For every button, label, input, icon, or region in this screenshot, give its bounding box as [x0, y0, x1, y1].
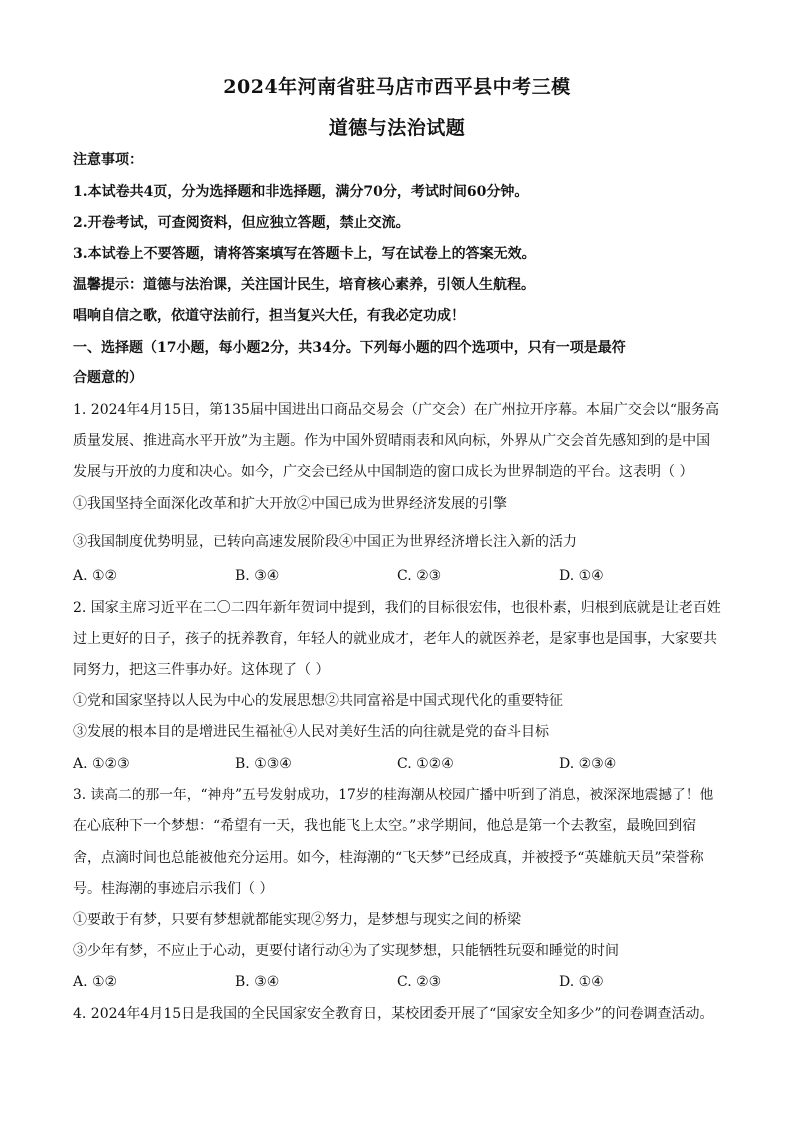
question-2-text: 2. 国家主席习近平在二〇二四年新年贺词中提到，我们的目标很宏伟，也很朴素，归根到底就是让老百姓	[73, 600, 721, 616]
option-b: B. ①③④	[235, 756, 292, 772]
question-3-text: 号。桂海潮的事迹启示我们（ ）	[73, 881, 274, 897]
question-3-statement: ①要敢于有梦，只要有梦想就都能实现②努力，是梦想与现实之间的桥梁	[73, 912, 521, 928]
question-1-text: 1. 2024年4月15日，第135届中国进出口商品交易会（广交会）在广州拉开序幕。本届广交会以“服务高	[73, 402, 720, 418]
question-1-statement: ①我国坚持全面深化改革和扩大开放②中国已成为世界经济发展的引擎	[73, 496, 507, 512]
question-2-text: 同努力，把这三件事办好。这体现了（ ）	[73, 662, 330, 678]
notice-heading: 注意事项：	[73, 152, 143, 168]
option-b: B. ③④	[235, 568, 280, 584]
question-1-text: 发展与开放的力度和决心。如今，广交会已经从中国制造的窗口成长为世界制造的平台。这表明（ ）	[73, 464, 694, 480]
notice-item: 1.本试卷共4页，分为选择题和非选择题，满分70分，考试时间60分钟。	[73, 184, 529, 200]
option-a: A. ①②	[73, 974, 118, 990]
question-3-text: 舍，点滴时间也总能被他充分运用。如今，桂海潮的“飞天梦”已经成真，并被授予“英雄航天员”荣誉称	[73, 850, 704, 866]
question-3-text: 3. 读高二的那一年，“神舟”五号发射成功，17岁的桂海潮从校园广播中听到了消息，被深深地震撼了！他	[73, 787, 714, 803]
option-d: D. ①④	[559, 568, 604, 584]
exam-title: 2024年河南省驻马店市西平县中考三模	[223, 76, 571, 98]
exam-subtitle: 道德与法治试题	[328, 117, 466, 139]
notice-tip: 温馨提示：道德与法治课，关注国计民生，培育核心素养，引领人生航程。	[73, 277, 535, 293]
notice-item: 2.开卷考试，可查阅资料，但应独立答题，禁止交流。	[73, 215, 410, 231]
question-1-text: 质量发展、推进高水平开放”为主题。作为中国外贸晴雨表和风向标，外界从广交会首先感知到的是中国	[73, 433, 711, 449]
option-b: B. ③④	[235, 974, 280, 990]
option-c: C. ②③	[397, 974, 442, 990]
question-3-statement: ③少年有梦，不应止于心动，更要付诸行动④为了实现梦想，只能牺牲玩耍和睡觉的时间	[73, 943, 619, 959]
option-a: A. ①②③	[73, 756, 130, 772]
option-c: C. ②③	[397, 568, 442, 584]
question-1-statement: ③我国制度优势明显，已转向高速发展阶段④中国正为世界经济增长注入新的活力	[73, 534, 577, 550]
question-2-statement: ①党和国家坚持以人民为中心的发展思想②共同富裕是中国式现代化的重要特征	[73, 693, 563, 709]
question-2-text: 过上更好的日子，孩子的抚养教育，年轻人的就业成才，老年人的就医养老，是家事也是国事，大家要共	[73, 631, 717, 647]
option-c: C. ①②④	[397, 756, 454, 772]
section-heading-cont: 合题意的）	[73, 370, 143, 386]
question-4-text: 4. 2024年4月15日是我国的全民国家安全教育日，某校团委开展了“国家安全知多少”的问卷调查活动。	[73, 1006, 714, 1022]
notice-item: 3.本试卷上不要答题，请将答案填写在答题卡上，写在试卷上的答案无效。	[73, 246, 536, 262]
option-a: A. ①②	[73, 568, 118, 584]
option-d: D. ②③④	[559, 756, 617, 772]
section-heading: 一、选择题（17小题，每小题2分，共34分。下列每小题的四个选项中，只有一项是最符	[73, 340, 626, 356]
notice-slogan: 唱响自信之歌，依道守法前行，担当复兴大任，有我必定功成！	[73, 308, 465, 324]
question-3-text: 在心底种下一个梦想：“希望有一天，我也能飞上太空。”求学期间，他总是第一个去教室，最晚回到宿	[73, 818, 697, 834]
option-d: D. ①④	[559, 974, 604, 990]
question-2-statement: ③发展的根本目的是增进民生福祉④人民对美好生活的向往就是党的奋斗目标	[73, 724, 549, 740]
